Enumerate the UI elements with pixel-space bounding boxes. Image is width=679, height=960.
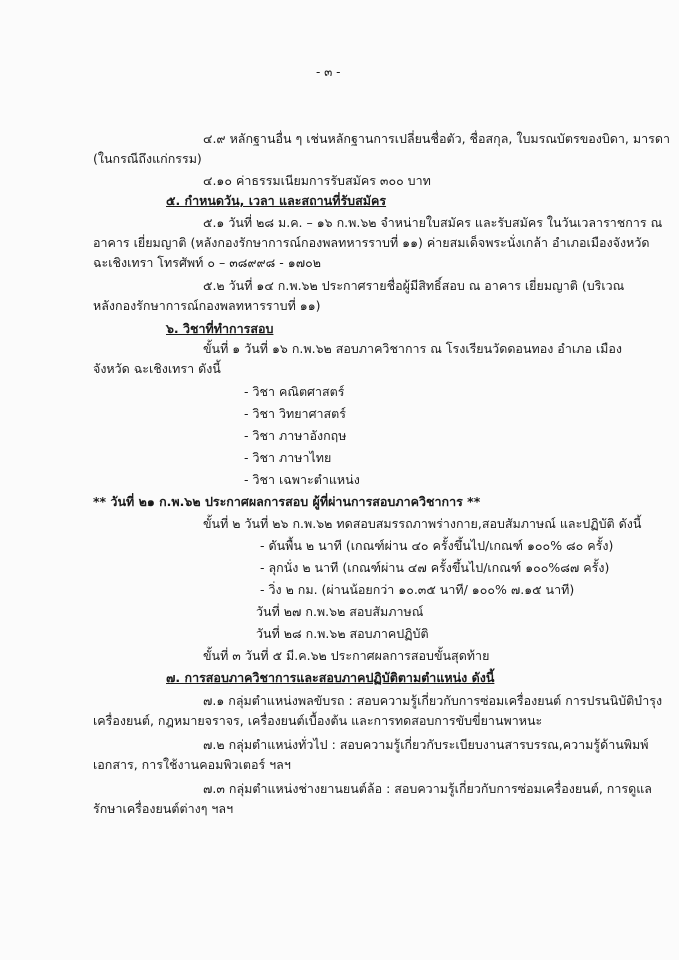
subject-position-specific: - วิชา เฉพาะตำแหน่ง [244,472,360,487]
practical-exam-date: วันที่ ๒๘ ก.พ.๖๒ สอบภาคปฏิบัติ [256,626,429,641]
interview-date: วันที่ ๒๗ ก.พ.๖๒ สอบสัมภาษณ์ [256,604,424,619]
section-7-heading: ๗. การสอบภาควิชาการและสอบภาคปฏิบัติตามตำแหน่ง ดังนี้ [166,670,495,685]
test-pushups: - ดันพื้น ๒ นาที (เกณฑ์ผ่าน ๔๐ ครั้งขึ้นไป/เกณฑ์ ๑๐๐% ๘๐ ครั้ง) [260,538,614,553]
item-5-1-line3: ฉะเชิงเทรา โทรศัพท์ ๐ – ๓๘๙๙๘ - ๑๗๐๒ [93,255,321,270]
item-7-3-line1: ๗.๓ กลุ่มตำแหน่งช่างยานยนต์ล้อ : สอบความรู้เกี่ยวกับการซ่อมเครื่องยนต์, การดูแล [203,781,652,796]
item-7-2-line1: ๗.๒ กลุ่มตำแหน่งทั่วไป : สอบความรู้เกี่ยวกับระเบียบงานสารบรรณ,ความรู้ด้านพิมพ์ [203,737,649,752]
item-4-10: ๔.๑๐ ค่าธรรมเนียมการรับสมัคร ๓๐๐ บาท [203,173,431,188]
item-5-1-line1: ๕.๑ วันที่ ๒๘ ม.ค. – ๑๖ ก.พ.๖๒ จำหน่ายใบสมัคร และรับสมัคร ในวันเวลาราชการ ณ [203,215,663,230]
item-7-2-line2: เอกสาร, การใช้งานคอมพิวเตอร์ ฯลฯ [93,757,291,772]
item-7-1-line2: เครื่องยนต์, กฎหมายจราจร, เครื่องยนต์เบื้องต้น และการทดสอบการขับขี่ยานพาหนะ [93,713,543,728]
step-1-line1: ขั้นที่ ๑ วันที่ ๑๖ ก.พ.๖๒ สอบภาควิชาการ ณ โรงเรียนวัดดอนทอง อำเภอ เมือง [203,341,622,356]
test-run: - วิ่ง ๒ กม. (ผ่านน้อยกว่า ๑๐.๓๕ นาที/ ๑๐๐% ๗.๑๕ นาที) [260,582,575,597]
item-4-9-line1: ๔.๙ หลักฐานอื่น ๆ เช่นหลักฐานการเปลี่ยนชื่อตัว, ชื่อสกุล, ใบมรณบัตรของบิดา, มารดา [203,131,670,146]
step-3: ขั้นที่ ๓ วันที่ ๕ มี.ค.๖๒ ประกาศผลการสอบขั้นสุดท้าย [203,648,490,663]
announcement-academic-results: ** วันที่ ๒๑ ก.พ.๖๒ ประกาศผลการสอบ ผู้ที่ผ่านการสอบภาควิชาการ ** [93,494,481,509]
item-7-3-line2: รักษาเครื่องยนต์ต่างๆ ฯลฯ [93,801,234,816]
subject-thai: - วิชา ภาษาไทย [244,450,332,465]
item-5-1-line2: อาคาร เยี่ยมญาติ (หลังกองรักษาการณ์กองพลทหารราบที่ ๑๑) ค่ายสมเด็จพระนั่งเกล้า อำเภอเมืองจังหวัด [93,235,650,250]
subject-math: - วิชา คณิตศาสตร์ [244,384,345,399]
page-number: - ๓ - [316,65,341,79]
item-7-1-line1: ๗.๑ กลุ่มตำแหน่งพลขับรถ : สอบความรู้เกี่ยวกับการซ่อมเครื่องยนต์ การปรนนิบัติบำรุง [203,693,663,708]
item-5-2-line2: หลังกองรักษาการณ์กองพลทหารราบที่ ๑๑) [93,298,321,313]
step-1-line2: จังหวัด ฉะเชิงเทรา ดังนี้ [93,361,221,376]
item-4-9-line2: (ในกรณีถึงแก่กรรม) [93,151,202,166]
test-situps: - ลุกนั่ง ๒ นาที (เกณฑ์ผ่าน ๔๗ ครั้งขึ้นไป/เกณฑ์ ๑๐๐%๘๗ ครั้ง) [260,560,610,575]
subject-english: - วิชา ภาษาอังกฤษ [244,428,347,443]
step-2: ขั้นที่ ๒ วันที่ ๒๖ ก.พ.๖๒ ทดสอบสมรรถภาพร่างกาย,สอบสัมภาษณ์ และปฏิบัติ ดังนี้ [203,516,642,531]
subject-science: - วิชา วิทยาศาสตร์ [244,406,346,421]
section-6-heading: ๖. วิชาที่ทำการสอบ [166,321,274,336]
item-5-2-line1: ๕.๒ วันที่ ๑๔ ก.พ.๖๒ ประกาศรายชื่อผู้มีสิทธิ์สอบ ณ อาคาร เยี่ยมญาติ (บริเวณ [203,278,625,293]
section-5-heading: ๕. กำหนดวัน, เวลา และสถานที่รับสมัคร [166,193,387,208]
